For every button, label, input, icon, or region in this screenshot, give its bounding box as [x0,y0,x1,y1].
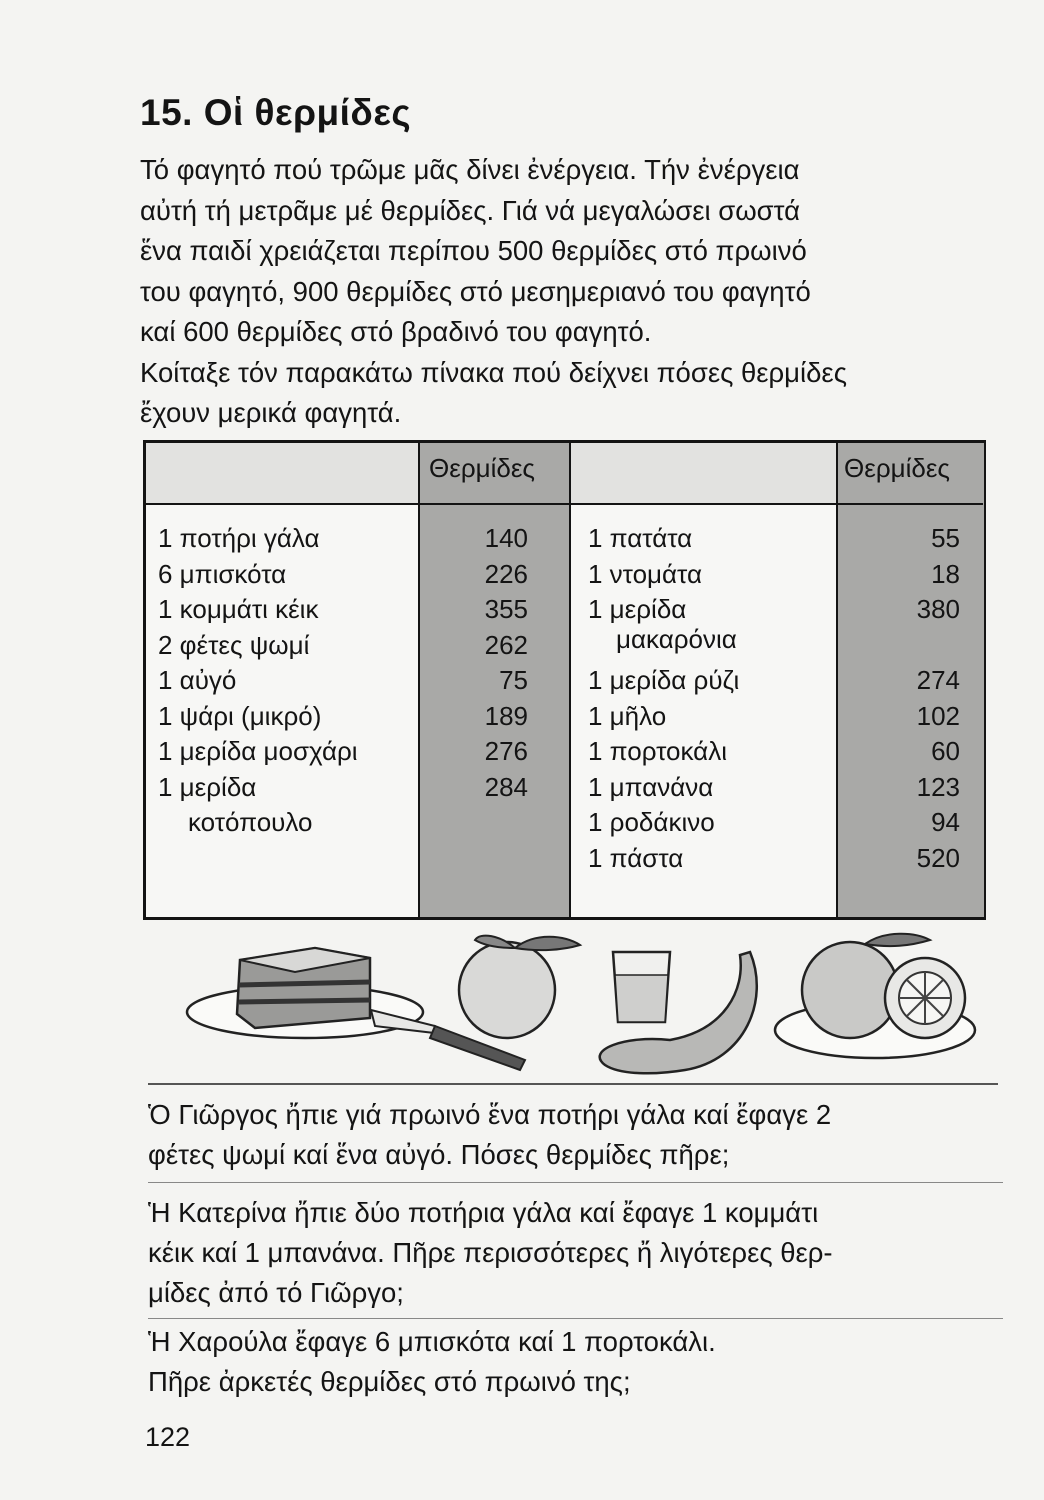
question-separator [148,1182,1003,1183]
food-name: 1 πάστα [588,842,684,873]
table-row [158,628,558,664]
food-calories: 102 [916,700,960,731]
food-name: 1 μῆλο [588,700,667,731]
calorie-table [143,440,986,920]
food-illustration [185,930,985,1080]
food-calories: 123 [916,771,960,802]
question-2 [148,1193,1003,1313]
food-calories: 262 [484,629,528,660]
table-row [158,521,558,557]
table-row [158,699,558,735]
food-calories: 355 [484,594,528,624]
food-name: 2 φέτες ψωμί [158,629,310,660]
intro-line: καί 600 θερμίδες στό βραδινό του φαγητό. [140,316,652,347]
question-line: Ἡ Κατερίνα ἤπιε δύο ποτήρια γάλα καί ἔφαγε 1 κομμάτι [148,1197,819,1228]
food-name: 1 πορτοκάλι [588,736,727,766]
page-title: 15. Οἱ θερμίδες [140,92,412,133]
header-calories-left: Θερμίδες [429,453,535,483]
question-separator [148,1318,1003,1319]
food-name: 1 μερίδα [588,594,687,624]
table-row [588,841,978,877]
food-calories: 55 [931,523,960,553]
table-row [158,663,558,699]
page-number: 122 [145,1422,191,1452]
food-calories: 276 [484,736,528,766]
question-3 [148,1322,1003,1402]
table-row [588,770,978,806]
food-calories: 18 [931,558,960,589]
food-name: 1 ψάρι (μικρό) [158,700,322,731]
food-calories: 60 [931,736,960,766]
orange-illustration [459,936,580,1038]
table-row [588,557,978,593]
food-calories: 140 [484,523,528,553]
food-name: 1 ντομάτα [588,558,702,589]
intro-line: Τό φαγητό πού τρῶμε μᾶς δίνει ἐνέργεια. Τήν ἐνέργεια [140,154,800,185]
food-calories: 520 [916,842,960,873]
food-name-continued: κοτόπουλο [188,807,313,837]
food-name: 1 ροδάκινο [588,807,715,837]
fruit-plate-illustration [775,934,975,1058]
left-food-list [158,521,558,841]
food-name: 1 μερίδα [158,771,257,802]
food-name: 1 αὐγό [158,665,237,695]
question-1 [148,1095,1003,1175]
food-name: 1 κομμάτι κέικ [158,594,319,624]
table-row [158,592,558,628]
food-calories: 274 [916,665,960,695]
intro-line: ἕνα παιδί χρειάζεται περίπου 500 θερμίδες στό πρωινό [140,235,807,266]
question-line: Πῆρε ἀρκετές θερμίδες στό πρωινό της; [148,1366,631,1397]
intro-line: Κοίταξε τόν παρακάτω πίνακα πού δείχνει πόσες θερμίδες [140,356,847,388]
question-line: φέτες ψωμί καί ἕνα αὐγό. Πόσες θερμίδες πῆρε; [148,1139,730,1170]
table-row [588,699,978,735]
question-line: Ἡ Χαρούλα ἔφαγε 6 μπισκότα καί 1 πορτοκάλι. [148,1326,716,1357]
table-row [588,521,978,557]
intro-line: αὐτή τή μετρᾶμε μέ θερμίδες. Γιά νά μεγαλώσει σωστά [140,194,801,226]
food-name: 1 μερίδα μοσχάρι [158,736,358,766]
column-divider [569,443,571,917]
food-name: 1 πατάτα [588,523,693,553]
table-row [588,805,978,841]
intro-paragraph [140,150,990,434]
header-divider [146,503,983,505]
question-line: κέικ καί 1 μπανάνα. Πῆρε περισσότερες ἤ λιγότερες θερ- [148,1237,833,1268]
right-food-list [588,521,978,876]
table-row [588,734,978,770]
food-calories: 94 [931,807,960,837]
intro-line: του φαγητό, 900 θερμίδες στό μεσημεριανό του φαγητό [140,275,811,307]
milk-glass-illustration [613,952,670,1022]
table-row [158,557,558,593]
food-name: 1 μπανάνα [588,771,714,802]
question-line: μίδες ἀπό τό Γιῶργο; [148,1277,404,1308]
food-name: 6 μπισκότα [158,558,287,589]
intro-line: ἔχουν μερικά φαγητά. [140,397,402,428]
table-row [158,770,558,841]
food-name: 1 ποτήρι γάλα [158,523,320,553]
question-line: Ὁ Γιῶργος ἤπιε γιά πρωινό ἕνα ποτήρι γάλα καί ἔφαγε 2 [148,1099,832,1130]
section-divider [148,1083,998,1085]
food-name-continued: μακαρόνια [616,624,737,654]
food-calories: 380 [916,594,960,624]
table-row [588,592,978,663]
food-calories: 284 [484,771,528,802]
food-calories: 226 [484,558,528,589]
food-calories: 75 [499,665,528,695]
table-row [588,663,978,699]
header-calories-right: Θερμίδες [844,453,950,483]
table-row [158,734,558,770]
food-calories: 189 [484,700,528,731]
food-name: 1 μερίδα ρύζι [588,665,740,695]
